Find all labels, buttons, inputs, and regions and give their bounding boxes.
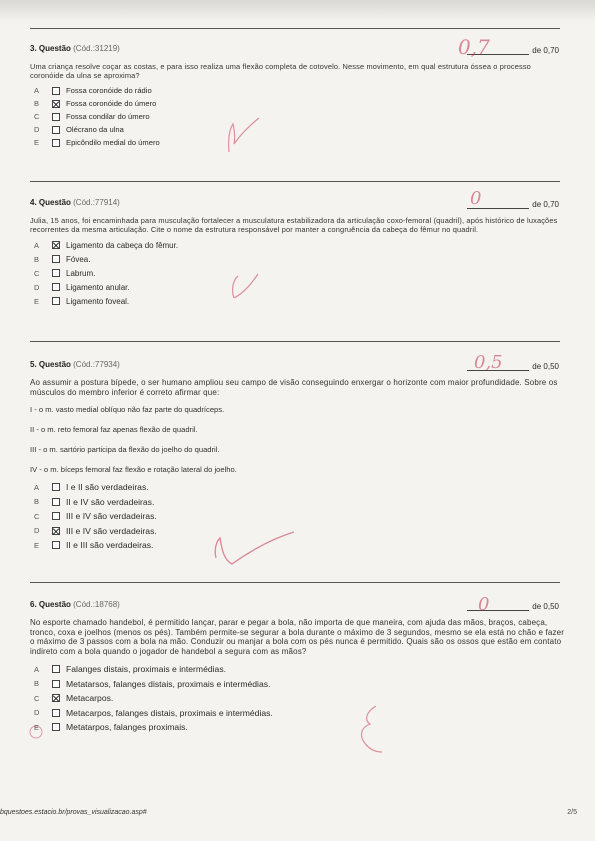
option-c[interactable]: C Metacarpos.: [34, 693, 114, 704]
option-a[interactable]: A Ligamento da cabeça do fêmur.: [34, 240, 179, 250]
checkbox[interactable]: [52, 483, 60, 491]
checkbox[interactable]: [52, 283, 60, 291]
divider: [30, 28, 560, 29]
checkbox[interactable]: [52, 255, 60, 263]
footer-url: bquestoes.estacio.br/provas_visualizacao.asp#: [0, 809, 147, 816]
question-score: de 0,70: [467, 198, 559, 209]
handwritten-score: [470, 588, 520, 618]
handwritten-check-icon: [225, 112, 265, 160]
checkbox[interactable]: [52, 297, 60, 305]
options-list: [30, 238, 565, 308]
svg-text:0,5: 0,5: [474, 352, 503, 373]
question-title: 3. Questão (Cód.:31219): [30, 44, 120, 53]
question-4: [30, 198, 565, 308]
checkbox[interactable]: [52, 680, 60, 688]
handwritten-bracket-icon: [350, 702, 390, 756]
page-number: 2/5: [567, 809, 577, 816]
page-top-edge: [0, 0, 595, 22]
option-c[interactable]: C Labrum.: [34, 268, 96, 278]
option-b[interactable]: B Fossa coronóide do úmero: [34, 99, 157, 108]
premise: IV - o m. bíceps femoral faz flexão e rotação lateral do joelho.: [30, 465, 237, 474]
checkbox-checked[interactable]: [52, 694, 60, 702]
checkbox[interactable]: [52, 665, 60, 673]
options-list: [30, 662, 565, 735]
checkbox[interactable]: [52, 541, 60, 549]
divider: [30, 582, 560, 583]
premise: II - o m. reto femoral faz apenas flexão de quadril.: [30, 425, 198, 434]
svg-text:0: 0: [470, 188, 482, 209]
question-score: de 0,50: [467, 600, 559, 611]
option-e[interactable]: E Ligamento foveal.: [34, 296, 130, 306]
checkbox[interactable]: [52, 126, 60, 134]
handwritten-check-icon: [210, 520, 300, 568]
checkbox[interactable]: [52, 723, 60, 731]
options-list: [30, 84, 565, 149]
option-e[interactable]: E Epicôndilo medial do úmero: [34, 138, 160, 147]
checkbox[interactable]: [52, 139, 60, 147]
option-e[interactable]: E Metatarpos, falanges proximais.: [34, 722, 188, 733]
svg-text:0,7: 0,7: [458, 35, 490, 59]
question-statement: No esporte chamado handebol, é permitido lançar, parar e pegar a bola, não importa de que maneira, com ajuda das mãos, braços, cabeça, tronco, coxa e joelhos (menos os pés). Também permite-se segurar a bola durante o máximo de 3 segundos, mesmo se ela está no chão e fazer o máximo de 3 passos com a bola na mão. Conduzir ou manjar a bola com os pés nunca é permitido. Quais são os ossos que estão em contato indireto com a bola quando o jogador de handebol a segura com as mãos?: [30, 618, 565, 656]
checkbox[interactable]: [52, 498, 60, 506]
question-title: 5. Questão (Cód.:77934): [30, 360, 120, 369]
checkbox-checked[interactable]: [52, 241, 60, 249]
handwritten-score: [470, 346, 530, 376]
handwritten-mark-icon: [228, 268, 268, 304]
question-statement: Ao assumir a postura bípede, o ser humano ampliou seu campo de visão conseguindo enxergar o horizonte com maior profundidade. Sobre os músculos do membro inferior é correto afirmar que:: [30, 378, 558, 397]
checkbox[interactable]: [52, 512, 60, 520]
question-score: de 0,70: [467, 44, 559, 55]
checkbox[interactable]: [52, 709, 60, 717]
option-d[interactable]: D Olécrano da ulna: [34, 125, 124, 134]
option-a[interactable]: A I e II são verdadeiras.: [34, 482, 149, 493]
option-c[interactable]: C III e IV são verdadeiras.: [34, 511, 157, 522]
option-b[interactable]: B Fóvea.: [34, 254, 91, 264]
handwritten-score: [460, 182, 500, 212]
option-c[interactable]: C Fossa condilar do úmero: [34, 112, 150, 121]
checkbox-checked[interactable]: [52, 100, 60, 108]
option-b[interactable]: B II e IV são verdadeiras.: [34, 496, 155, 507]
handwritten-score: [450, 30, 520, 64]
divider: [30, 341, 560, 342]
option-a[interactable]: A Fossa coronóide do rádio: [34, 86, 152, 95]
checkbox[interactable]: [52, 113, 60, 121]
checkbox[interactable]: [52, 269, 60, 277]
question-score: de 0,50: [467, 360, 559, 371]
question-statement: Julia, 15 anos, foi encaminhada para musculação fortalecer a musculatura estabilizadora da articulação coxo-femoral (quadril), após histórico de luxações recorrentes da mesma articulação. Cite o nome da estrutura responsável por manter a congruência da cabeça do fêmur no quadril.: [30, 216, 558, 234]
question-title: 4. Questão (Cód.:77914): [30, 198, 120, 207]
question-statement: Uma criança resolve coçar as costas, e para isso realiza uma flexão completa de cotovelo. Nesse movimento, em qual estrutura óssea o processo coronóide da ulna se aproxima?: [30, 62, 531, 80]
option-d[interactable]: D Ligamento anular.: [34, 282, 130, 292]
checkbox[interactable]: [52, 87, 60, 95]
premise: III - o m. sartório participa da flexão do joelho do quadril.: [30, 445, 220, 454]
checkbox-checked[interactable]: [52, 527, 60, 535]
handwritten-circle-icon: [28, 724, 44, 740]
question-6: [30, 600, 565, 735]
svg-text:0: 0: [478, 594, 490, 615]
option-d[interactable]: D Metacarpos, falanges distais, proximais e intermédias.: [34, 707, 273, 718]
premise: I - o m. vasto medial oblíquo não faz parte do quadríceps.: [30, 405, 225, 414]
option-b[interactable]: B Metatarsos, falanges distais, proximais e intermédias.: [34, 678, 271, 689]
page-footer: [0, 809, 595, 825]
question-title: 6. Questão (Cód.:18768): [30, 600, 120, 609]
option-d[interactable]: D III e IV são verdadeiras.: [34, 525, 157, 536]
option-a[interactable]: A Falanges distais, proximais e intermédias.: [34, 664, 227, 675]
option-e[interactable]: E II e III são verdadeiras.: [34, 540, 154, 551]
